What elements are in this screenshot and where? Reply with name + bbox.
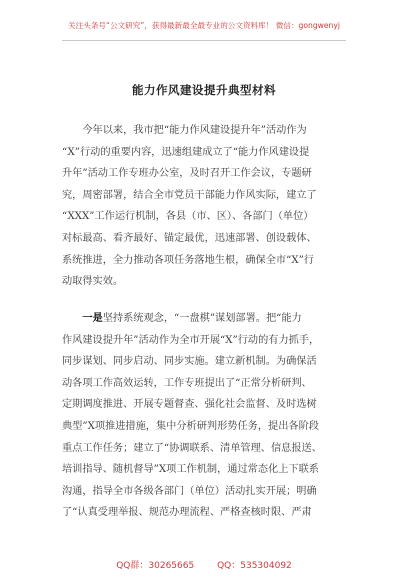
- text-line: 系统推进，全力推动各项任务落地生根，确保全市“X”行: [62, 254, 314, 266]
- header-divider: [62, 40, 346, 41]
- point-heading-text: 坚持系统观念，“一盘棋”谋划部署。把“能力: [102, 313, 302, 324]
- text-line: 动各项工作高效运转，工作专班提出了“正常分析研判、: [62, 377, 312, 389]
- paragraph-intro: [62, 120, 352, 293]
- text-line: 了“认真受理举报、规范办理流程、严格查核时限、严肃: [62, 507, 312, 519]
- qq-group-label: QQ群：30265665: [116, 561, 195, 571]
- text-line: “X”行动的重要内容，迅速组建成立了“能力作风建设提: [62, 146, 310, 158]
- text-line: 升年”活动工作专班办公室，及时召开工作会议，专题研: [62, 168, 312, 180]
- text-line: 沟通，指导全市各级各部门（单位）活动扎实开展；明确: [62, 485, 317, 497]
- qq-contact-label: QQ：535304092: [217, 561, 292, 571]
- text-line: 究，周密部署，结合全市党员干部能力作风实际，建立了: [62, 189, 317, 201]
- text-line: 同步谋划、同步启动、同步实施。建立新机制。为确保活: [62, 356, 317, 368]
- text-line: “XXX”工作运行机制，各县（市、区）、各部门（单位）: [62, 211, 314, 223]
- text-line: 重点工作任务；建立了“协调联系、清单管理、信息报送、: [62, 442, 322, 454]
- text-line: 动取得实效。: [62, 276, 124, 288]
- text-line: [62, 308, 352, 330]
- text-line: 对标最高、看齐最好、锚定最优，迅速部署、创设载体、: [62, 232, 317, 244]
- footer-contact: [0, 558, 408, 571]
- paragraph-first-point: [62, 308, 352, 524]
- header-banner: 关注头条号“公文研究”，获得最新最全最专业的公文资料库！ 微信：gongwenyj: [68, 21, 340, 30]
- text-line: 培训指导、随机督导”X项工作机制，通过常态化上下联系: [62, 464, 319, 476]
- text-line: 今年以来，我市把“能力作风建设提升年”活动作为: [62, 125, 307, 136]
- point-lead: 一是: [82, 312, 103, 324]
- text-line: 定期调度推进、开展专题督查、强化社会监督、及时选树: [62, 399, 317, 411]
- text-line: 作风建设提升年”活动作为全市开展“X”行动的有力抓手，: [62, 334, 320, 346]
- text-line: 典型”X项推进措施，集中分析研判形势任务，提出各阶段: [62, 420, 319, 432]
- document-title: 能力作风建设提升典型材料: [132, 83, 276, 97]
